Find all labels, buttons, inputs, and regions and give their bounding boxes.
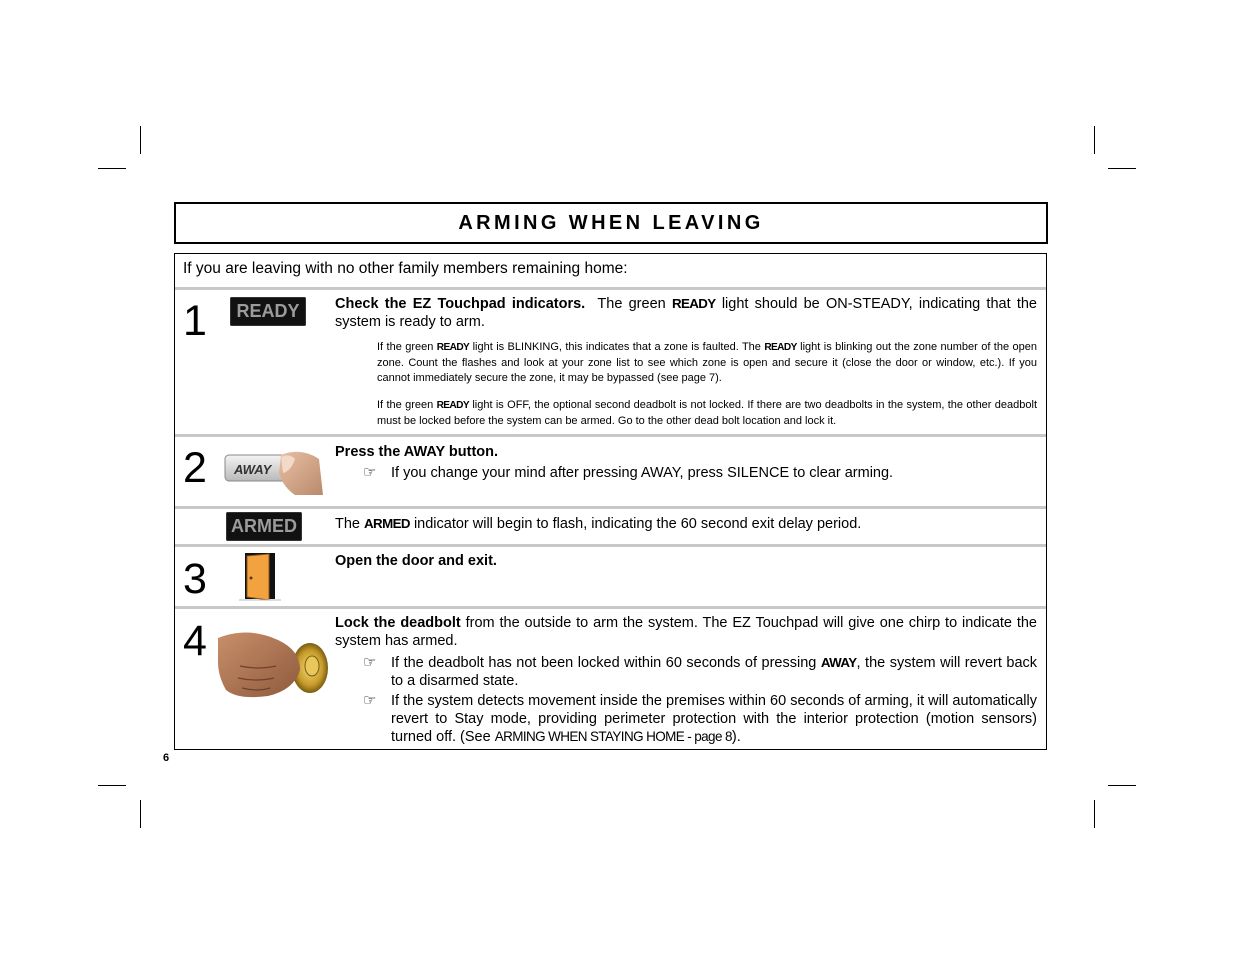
page-number: 6 [163,752,170,764]
intro-text: If you are leaving with no other family members remaining home: [183,260,628,277]
bullet-text-part: , the system will revert back to a disarmed state. [391,655,1038,689]
cross-reference: ARMING WHEN STAYING HOME - page 8 [494,729,732,744]
step4-bullet-1 [363,654,1037,690]
armed-text: indicator will begin to flash, indicating the 60 second exit delay period. [413,516,862,532]
step4-instruction [335,614,1037,650]
note-text: light is OFF, the optional second deadbolt is not locked. If there are two deadbolts in the system, the other deadbolt must be locked before the system can be armed. Go to the other dead bolt location and lock it. [377,399,1038,427]
step4-text: from the outside to arm the system. The EZ Touchpad will give one chirp to indicate the system has armed. [335,615,1037,649]
bullet-text-part: If the deadbolt has not been locked within 60 seconds of pressing [391,655,817,671]
away-button-press-icon [223,447,323,495]
step3-heading [335,552,1037,570]
step1-text: light should be ON-STEADY, indicating that the system is ready to arm. [335,296,1037,330]
instructions-panel [174,253,1047,750]
row-separator [175,544,1046,547]
pointing-hand-icon: ☞ [363,464,377,481]
step1-text: The green [597,296,666,312]
step4-bullet-2 [363,692,1037,746]
ready-keyword: READY [764,342,797,353]
armed-row-text [335,515,1037,533]
step1-note-blinking [377,340,1037,387]
note-text: If the green [377,341,434,353]
crop-mark [1108,168,1136,169]
crop-mark [1108,785,1136,786]
crop-mark [1094,800,1095,828]
bullet-text: If you change your mind after pressing AWAY, press SILENCE to clear arming. [391,465,894,481]
ready-keyword: READY [436,342,470,353]
crop-mark [140,126,141,154]
page-title: ARMING WHEN LEAVING [458,211,764,234]
row-separator [175,606,1046,609]
open-door-icon [239,551,281,603]
ready-indicator-icon [230,297,306,326]
step1-note-off [377,398,1037,429]
bullet-text-part: If the system detects movement inside the premises within 60 seconds of arming, it will automatically revert to Stay mode, providing perimeter protection with the interior protection (motion sensors) turned off. (See [391,693,1037,745]
step-number: 3 [183,555,207,603]
section-title-box [174,202,1048,244]
note-text: light is blinking out the zone number of the open zone. Count the flashes and look at your zone list to see which zone is open and secure it (close the door or window, etc.). If you cannot immediately secure the zone, it may be bypassed (see page 7). [377,341,1037,384]
crop-mark [1094,126,1095,154]
note-text: If the green [377,399,434,411]
ready-keyword: READY [671,296,716,311]
step2-heading [335,443,1037,461]
ready-keyword: READY [436,400,469,411]
note-text: light is BLINKING, this indicates that a zone is faulted. The [472,341,761,353]
pointing-hand-icon: ☞ [363,692,377,709]
svg-text:AWAY: AWAY [234,462,272,477]
pointing-hand-icon: ☞ [363,654,377,671]
crop-mark [140,800,141,828]
armed-keyword: ARMED [364,516,410,531]
row-separator [175,287,1046,290]
step2-bullet [363,464,1037,482]
row-separator [175,434,1046,437]
hand-turning-key-icon [218,626,330,702]
step-number: 4 [183,617,207,665]
bullet-text [391,654,1037,690]
armed-text: The [335,516,360,532]
step-number: 1 [183,297,207,345]
armed-indicator-label: ARMED [231,516,297,536]
step1-heading: Check the EZ Touchpad indicators. [335,296,586,312]
armed-indicator-icon [226,512,302,541]
away-keyword: AWAY [820,655,857,670]
ready-indicator-label: READY [236,301,300,321]
bullet-text [391,692,1037,746]
step4-heading-text: Lock the deadbolt [335,615,461,631]
bullet-text-part: ). [731,729,741,745]
crop-mark [98,785,126,786]
step-number: 2 [183,444,207,492]
step2-heading-text: Press the AWAY button. [335,444,499,460]
step3-heading-text: Open the door and exit. [335,553,497,569]
row-separator [175,506,1046,509]
step1-instruction [335,295,1037,331]
crop-mark [98,168,126,169]
